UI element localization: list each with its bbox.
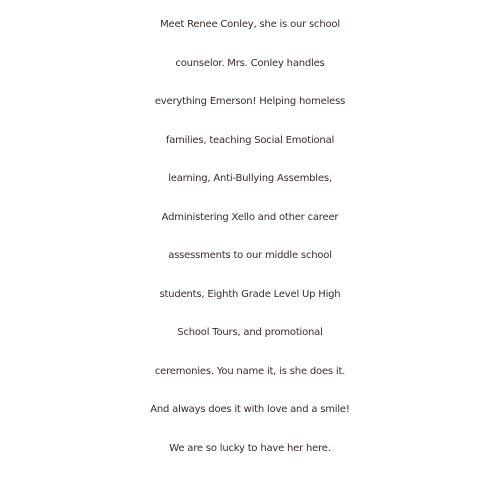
paragraph: [0, 6, 500, 468]
paragraph-line: counselor. Mrs. Conley handles: [175, 57, 325, 69]
paragraph-line: And always does it with love and a smile!: [150, 404, 350, 415]
paragraph-line: families, teaching Social Emotional: [165, 134, 335, 146]
paragraph-line: learning, Anti-Bullying Assembles,: [168, 173, 332, 184]
paragraph-line: Administering Xello and other career: [161, 211, 339, 223]
paragraph-line: ceremonies. You name it, is she does it.: [154, 365, 346, 377]
paragraph-line: We are so lucky to have her here.: [169, 442, 331, 454]
paragraph-line: students, Eighth Grade Level Up High: [159, 288, 341, 300]
paragraph-line: everything Emerson! Helping homeless: [154, 96, 346, 107]
paragraph-line: School Tours, and promotional: [177, 327, 323, 338]
paragraph-line: assessments to our middle school: [168, 250, 332, 261]
paragraph-line: Meet Renee Conley, she is our school: [160, 19, 340, 30]
